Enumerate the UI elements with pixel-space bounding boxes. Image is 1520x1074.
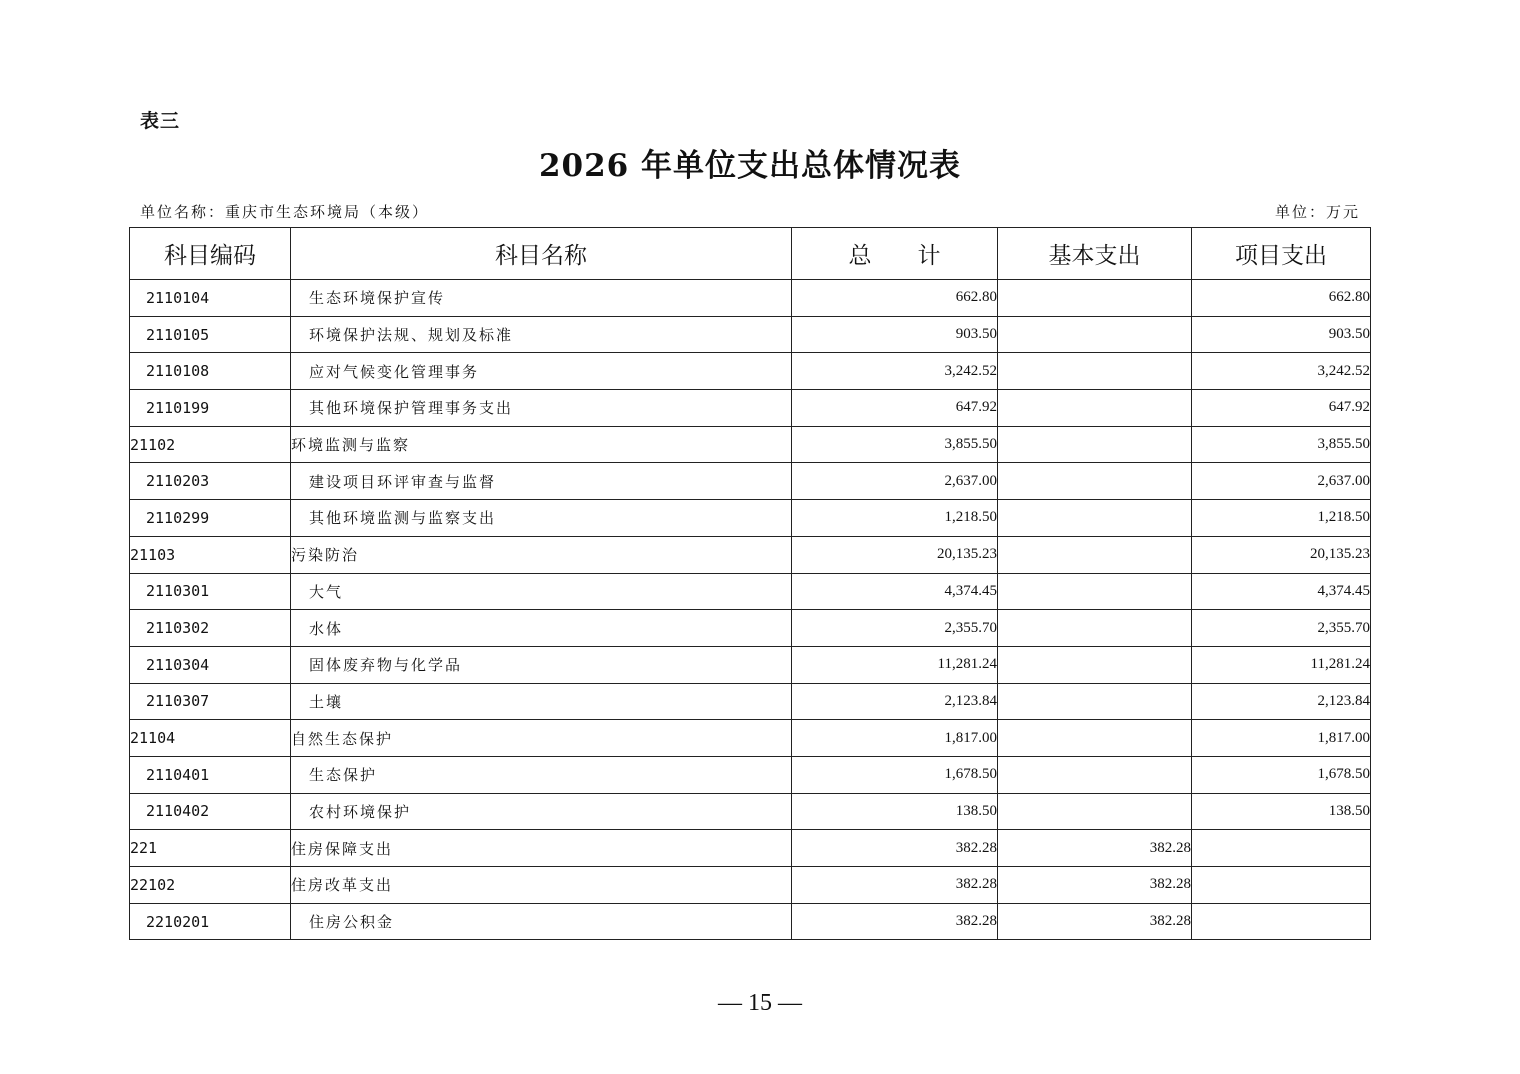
cell-total: 2,123.84 xyxy=(792,683,998,720)
cell-name: 自然生态保护 xyxy=(291,720,792,757)
cell-code: 2110108 xyxy=(130,353,291,390)
cell-code: 2210201 xyxy=(130,903,291,940)
table-row xyxy=(130,720,1371,757)
cell-total: 4,374.45 xyxy=(792,573,998,610)
cell-name: 建设项目环评审查与监督 xyxy=(291,463,792,500)
header-project: 项目支出 xyxy=(1192,228,1371,280)
table-row xyxy=(130,573,1371,610)
cell-name: 环境保护法规、规划及标准 xyxy=(291,316,792,353)
cell-project: 20,135.23 xyxy=(1192,536,1371,573)
cell-basic xyxy=(998,426,1192,463)
cell-name: 生态保护 xyxy=(291,756,792,793)
table-row xyxy=(130,830,1371,867)
cell-total: 1,218.50 xyxy=(792,500,998,537)
table-label: 表三 xyxy=(140,110,181,132)
cell-project: 662.80 xyxy=(1192,280,1371,317)
cell-basic xyxy=(998,500,1192,537)
cell-project: 647.92 xyxy=(1192,390,1371,427)
cell-name: 其他环境保护管理事务支出 xyxy=(291,390,792,427)
table-row xyxy=(130,280,1371,317)
header-code: 科目编码 xyxy=(130,228,291,280)
cell-project: 903.50 xyxy=(1192,316,1371,353)
cell-code: 21103 xyxy=(130,536,291,573)
table-row xyxy=(130,390,1371,427)
cell-total: 3,242.52 xyxy=(792,353,998,390)
cell-basic xyxy=(998,353,1192,390)
cell-basic xyxy=(998,573,1192,610)
cell-project: 1,218.50 xyxy=(1192,500,1371,537)
cell-code: 2110203 xyxy=(130,463,291,500)
cell-basic: 382.28 xyxy=(998,867,1192,904)
table-row xyxy=(130,463,1371,500)
table-row xyxy=(130,793,1371,830)
page-number: — 15 — xyxy=(718,990,802,1016)
cell-project: 11,281.24 xyxy=(1192,646,1371,683)
cell-name: 住房公积金 xyxy=(291,903,792,940)
cell-project: 1,817.00 xyxy=(1192,720,1371,757)
cell-basic xyxy=(998,390,1192,427)
cell-total: 382.28 xyxy=(792,867,998,904)
cell-code: 2110307 xyxy=(130,683,291,720)
cell-code: 21104 xyxy=(130,720,291,757)
table-row xyxy=(130,867,1371,904)
cell-name: 住房保障支出 xyxy=(291,830,792,867)
cell-total: 382.28 xyxy=(792,903,998,940)
cell-total: 1,678.50 xyxy=(792,756,998,793)
cell-total: 382.28 xyxy=(792,830,998,867)
cell-project xyxy=(1192,867,1371,904)
cell-total: 138.50 xyxy=(792,793,998,830)
cell-name: 水体 xyxy=(291,610,792,647)
cell-name: 环境监测与监察 xyxy=(291,426,792,463)
header-name: 科目名称 xyxy=(291,228,792,280)
cell-name: 污染防治 xyxy=(291,536,792,573)
expenditure-table xyxy=(129,227,1371,940)
header-total: 总 计 xyxy=(792,228,998,280)
cell-basic xyxy=(998,756,1192,793)
cell-basic xyxy=(998,280,1192,317)
table-row xyxy=(130,316,1371,353)
cell-basic xyxy=(998,536,1192,573)
table-row xyxy=(130,756,1371,793)
cell-name: 住房改革支出 xyxy=(291,867,792,904)
cell-basic xyxy=(998,646,1192,683)
table-row xyxy=(130,353,1371,390)
cell-code: 2110402 xyxy=(130,793,291,830)
table-row xyxy=(130,610,1371,647)
cell-project: 2,123.84 xyxy=(1192,683,1371,720)
cell-basic: 382.28 xyxy=(998,830,1192,867)
cell-total: 3,855.50 xyxy=(792,426,998,463)
cell-code: 2110299 xyxy=(130,500,291,537)
page-title: 2026 年单位支出总体情况表 xyxy=(538,148,962,184)
table-row xyxy=(130,536,1371,573)
cell-total: 662.80 xyxy=(792,280,998,317)
cell-code: 2110301 xyxy=(130,573,291,610)
table-row xyxy=(130,500,1371,537)
table-row xyxy=(130,903,1371,940)
cell-total: 2,637.00 xyxy=(792,463,998,500)
table-body xyxy=(130,280,1371,940)
unit-measure: 单位：万元 xyxy=(1274,203,1360,221)
cell-code: 221 xyxy=(130,830,291,867)
cell-name: 其他环境监测与监察支出 xyxy=(291,500,792,537)
table-row xyxy=(130,426,1371,463)
cell-code: 2110104 xyxy=(130,280,291,317)
cell-name: 固体废弃物与化学品 xyxy=(291,646,792,683)
table-row xyxy=(130,683,1371,720)
cell-project: 1,678.50 xyxy=(1192,756,1371,793)
cell-project: 3,855.50 xyxy=(1192,426,1371,463)
cell-basic xyxy=(998,316,1192,353)
cell-basic xyxy=(998,683,1192,720)
cell-code: 22102 xyxy=(130,867,291,904)
cell-project: 2,355.70 xyxy=(1192,610,1371,647)
cell-code: 2110304 xyxy=(130,646,291,683)
table-header-row xyxy=(130,228,1371,280)
cell-total: 647.92 xyxy=(792,390,998,427)
cell-name: 生态环境保护宣传 xyxy=(291,280,792,317)
unit-name: 单位名称：重庆市生态环境局（本级） xyxy=(140,203,430,221)
cell-project xyxy=(1192,903,1371,940)
cell-basic xyxy=(998,793,1192,830)
cell-total: 2,355.70 xyxy=(792,610,998,647)
cell-basic xyxy=(998,463,1192,500)
cell-basic xyxy=(998,610,1192,647)
cell-total: 903.50 xyxy=(792,316,998,353)
cell-code: 21102 xyxy=(130,426,291,463)
cell-total: 11,281.24 xyxy=(792,646,998,683)
cell-code: 2110302 xyxy=(130,610,291,647)
cell-basic xyxy=(998,720,1192,757)
cell-total: 20,135.23 xyxy=(792,536,998,573)
cell-code: 2110105 xyxy=(130,316,291,353)
cell-name: 大气 xyxy=(291,573,792,610)
cell-project: 3,242.52 xyxy=(1192,353,1371,390)
cell-project xyxy=(1192,830,1371,867)
cell-name: 土壤 xyxy=(291,683,792,720)
cell-project: 2,637.00 xyxy=(1192,463,1371,500)
cell-project: 138.50 xyxy=(1192,793,1371,830)
header-basic: 基本支出 xyxy=(998,228,1192,280)
cell-basic: 382.28 xyxy=(998,903,1192,940)
table-row xyxy=(130,646,1371,683)
cell-project: 4,374.45 xyxy=(1192,573,1371,610)
cell-code: 2110401 xyxy=(130,756,291,793)
cell-name: 农村环境保护 xyxy=(291,793,792,830)
cell-name: 应对气候变化管理事务 xyxy=(291,353,792,390)
cell-total: 1,817.00 xyxy=(792,720,998,757)
cell-code: 2110199 xyxy=(130,390,291,427)
